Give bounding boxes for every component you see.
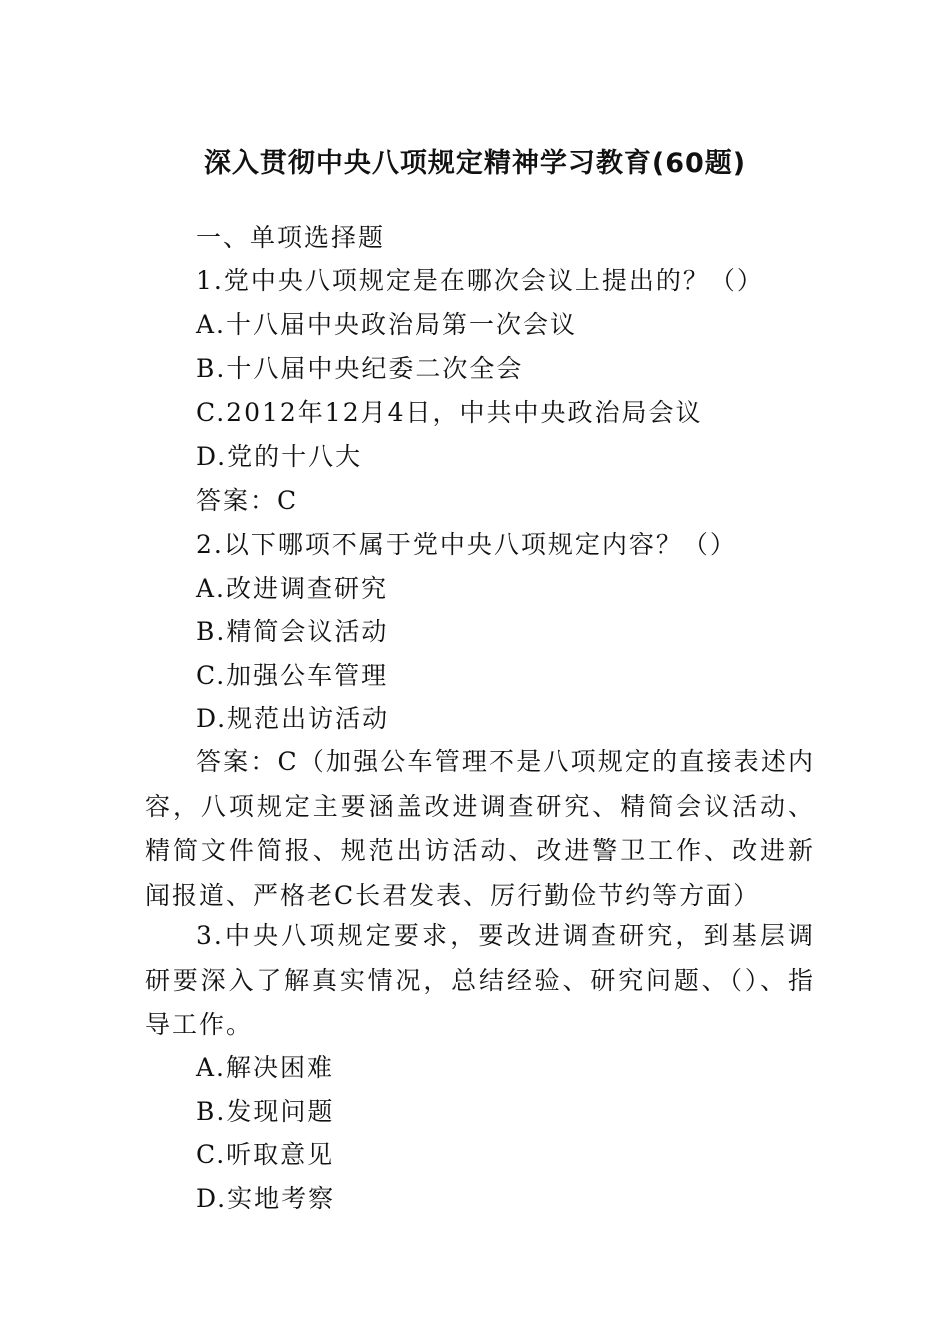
question-3-text: 3.中央八项规定要求，要改进调查研究，到基层调研要深入了解真实情况，总结经验、研究问题、（）、指导工作。	[145, 921, 815, 1039]
question-2-option-c: C.加强公车管理	[196, 661, 389, 690]
question-1-option-d: D.党的十八大	[196, 442, 363, 471]
question-1-option-a: A.十八届中央政治局第一次会议	[196, 310, 578, 339]
question-3-option-d: D.实地考察	[196, 1184, 336, 1213]
section-heading: 一、单项选择题	[196, 223, 386, 252]
document-title: 深入贯彻中央八项规定精神学习教育(60题)	[203, 148, 747, 179]
question-2-option-a: A.改进调查研究	[196, 574, 389, 603]
question-1-answer: 答案：C	[196, 486, 299, 515]
question-2-answer: 答案：C（加强公车管理不是八项规定的直接表述内容，八项规定主要涵盖改进调查研究、精简会议活动、精简文件简报、规范出访活动、改进警卫工作、改进新闻报道、严格老C长君发表、厉行勤俭节约等方面）	[145, 747, 815, 910]
question-1-text: 1.党中央八项规定是在哪次会议上提出的？（）	[196, 266, 764, 295]
question-1-option-c: C.2012年12月4日，中共中央政治局会议	[196, 398, 703, 427]
question-1-option-b: B.十八届中央纪委二次全会	[196, 354, 524, 383]
question-2-text: 2.以下哪项不属于党中央八项规定内容？（）	[196, 530, 737, 559]
question-3-option-a: A.解决困难	[196, 1053, 335, 1082]
question-3-option-c: C.听取意见	[196, 1140, 335, 1169]
question-2-option-d: D.规范出访活动	[196, 704, 390, 733]
question-3-option-b: B.发现问题	[196, 1097, 335, 1126]
question-2-option-b: B.精简会议活动	[196, 617, 389, 646]
